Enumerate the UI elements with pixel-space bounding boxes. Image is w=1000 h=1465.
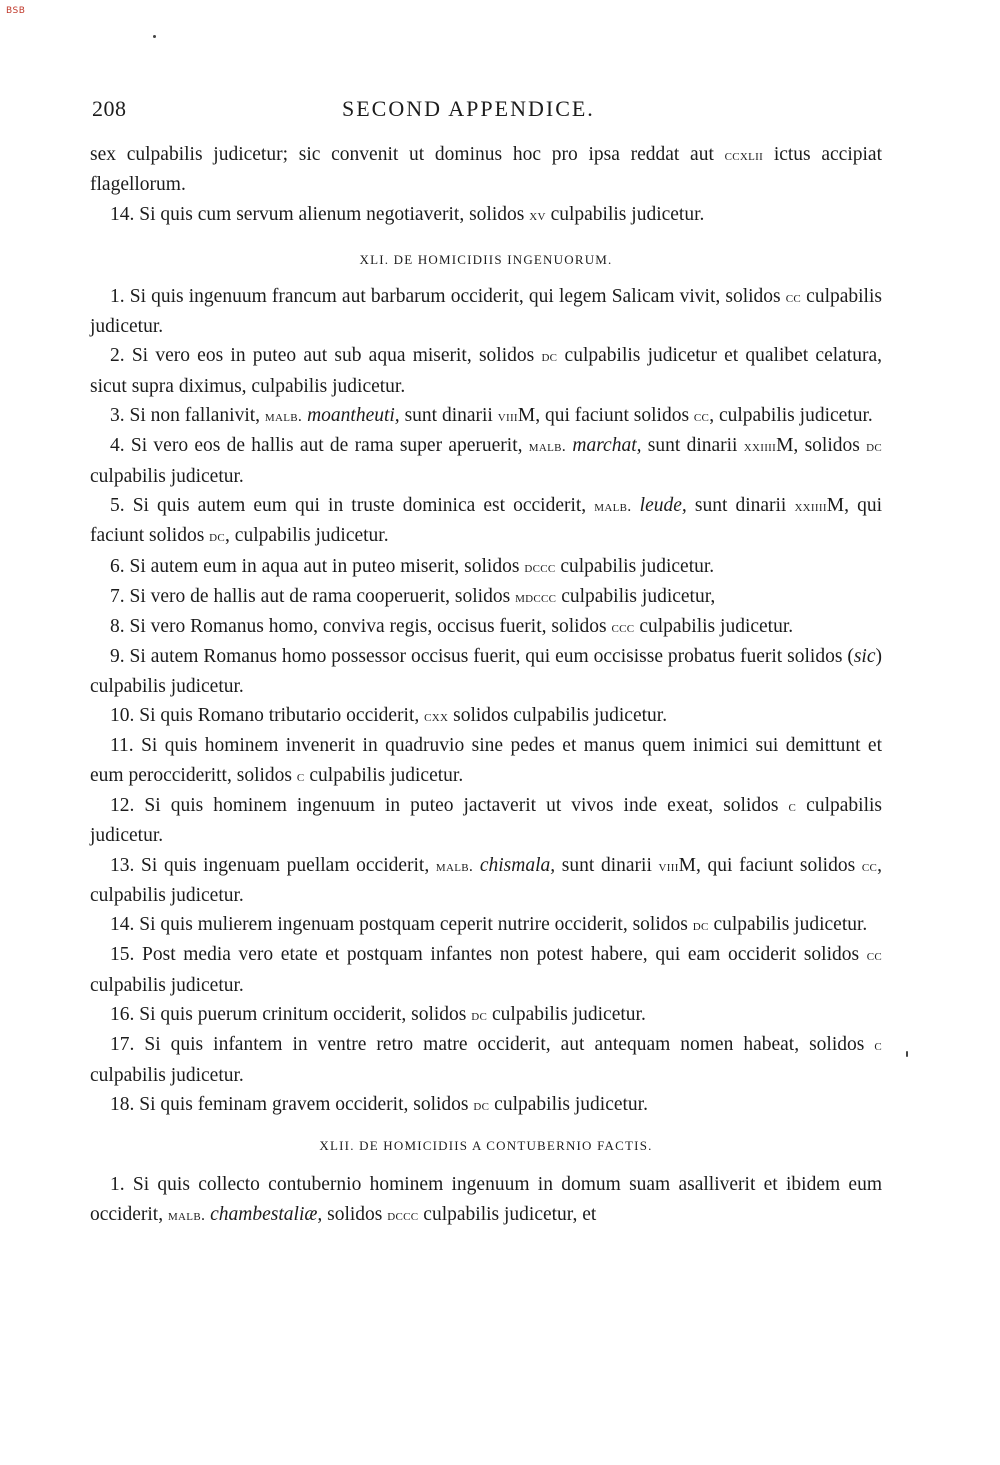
scan-speck [153,35,156,38]
library-stamp: BSB [6,6,26,16]
small-caps-text: xxiiii [794,497,827,515]
article-paragraph [90,642,882,701]
italic-term: leude, [639,494,687,516]
text-run: M, qui faciunt solidos [90,494,882,547]
text-run: 14. Si quis cum servum alienum negotiaverit, solidos [110,203,530,225]
page-header [92,96,882,130]
small-caps-text: cc [785,288,802,306]
italic-term: chismala, [479,854,556,876]
text-run: 2. Si vero eos in puteo aut sub aqua miserit, solidos [110,345,542,367]
article-paragraph [90,1170,882,1230]
text-run: 3. Si non fallanivit, [110,405,265,427]
article-paragraph [90,552,882,582]
small-caps-text: dc [209,528,226,546]
text-run: 16. Si quis puerum crinitum occiderit, solidos [110,1004,472,1026]
scan-speck [906,1051,908,1057]
section-title: XLII. DE HOMICIDIIS A CONTUBERNIO FACTIS. [319,1138,653,1154]
text-run: culpabilis judicetur. [545,203,705,225]
text-run: culpabilis judicetur. [634,616,794,638]
text-run [473,855,480,876]
small-caps-text: cc [693,408,710,426]
article-paragraph [90,701,882,731]
small-caps-text: viii [658,857,679,875]
small-caps-text: dc [541,348,558,366]
text-run: culpabilis judicetur. [555,555,715,577]
small-caps-text: dc [471,1007,488,1025]
text-run: M, qui faciunt solidos [517,405,694,427]
article-paragraph [90,1030,882,1090]
text-run: 17. Si quis infantem in ventre retro matre occiderit, aut antequam nomen habeat, solidos [110,1034,875,1056]
article-paragraph [90,200,882,230]
text-run: 14. Si quis mulierem ingenuam postquam ceperit nutrire occiderit, solidos [110,914,693,936]
article-paragraph [90,282,882,342]
continuation-paragraph [90,140,882,200]
small-caps-text: cxx [424,708,449,726]
text-run: culpabilis judicetur, [556,585,716,607]
text-run: sunt dinarii [686,494,795,516]
section-42-articles [90,1170,882,1230]
article-paragraph [90,1090,882,1120]
small-caps-text: malb. [435,857,474,875]
text-run: culpabilis judicetur. [90,974,244,996]
text-run: 9. Si autem Romanus homo possessor occisus fuerit, qui eum occisisse probatus fuerit solidos ( [110,646,854,668]
text-run: sunt dinarii [555,854,659,876]
text-run: 10. Si quis Romano tributario occiderit, [110,705,425,727]
text-run: 15. Post media vero etate et postquam infantes non potest habere, qui eam occiderit solidos [110,944,867,966]
text-run: culpabilis judicetur. [90,465,244,487]
small-caps-text: c [788,797,797,815]
text-run: , culpabilis judicetur. [709,405,873,427]
page-body [90,140,882,1230]
text-run: ictus accipiat flagellorum. [90,144,882,196]
article-paragraph [90,612,882,642]
text-run: 8. Si vero Romanus homo, conviva regis, occisus fuerit, solidos [110,616,612,638]
text-run: sunt dinarii [399,405,498,427]
article-paragraph [90,341,882,401]
article-paragraph [90,910,882,940]
article-paragraph [90,851,882,911]
text-run: culpabilis judicetur. [90,285,882,338]
text-run: 6. Si autem eum in aqua aut in puteo miserit, solidos [110,555,525,577]
text-run: culpabilis judicetur et qualibet celatura, sicut supra diximus, culpabilis judicetur. [90,345,882,397]
section-title: XLI. DE HOMICIDIIS INGENUORUM. [359,251,613,267]
italic-term: marchat, [572,435,642,457]
small-caps-text: cc [861,857,878,875]
text-run: 1. Si quis ingenuum francum aut barbarum occiderit, qui legem Salicam vivit, solidos [110,285,786,307]
text-run: sunt dinarii [641,435,744,457]
section-41-articles [90,282,882,1120]
text-run: 13. Si quis ingenuam puellam occiderit, [110,854,436,876]
text-run: M, solidos [776,435,867,457]
text-run: culpabilis judicetur. [487,1004,646,1026]
article-paragraph [90,401,882,431]
article-paragraph [90,940,882,1000]
text-run: culpabilis judicetur, et [418,1203,597,1225]
text-run: sex culpabilis judicetur; sic convenit ut dominus hoc pro ipsa reddat aut [90,144,725,165]
text-run: ) culpabilis judicetur. [90,646,882,697]
running-head: SECOND APPENDICE. [342,96,595,121]
text-run: solidos culpabilis judicetur. [448,705,668,727]
small-caps-text: ccc [611,619,635,637]
small-caps-text: malb. [167,1206,206,1224]
small-caps-text: viii [497,408,518,426]
page-number: 208 [92,96,127,121]
small-caps-text: malb. [264,408,303,426]
article-paragraph [90,491,882,552]
text-run: M, qui faciunt solidos [678,854,862,876]
small-caps-text: ccxlii [724,147,764,164]
text-run: 5. Si quis autem eum qui in truste dominica est occiderit, [110,494,595,516]
article-paragraph [90,731,882,791]
text-run: 12. Si quis hominem ingenuum in puteo jactaverit ut vivos inde exeat, solidos [110,794,789,816]
article-paragraph [90,1000,882,1030]
small-caps-text: mdccc [515,588,557,606]
text-run: 1. Si quis collecto contubernio hominem ingenuum in domum suam asalliverit et ibidem eum occiderit, [90,1174,882,1225]
small-caps-text: dc [866,438,883,456]
small-caps-text: malb. [528,438,567,456]
article-paragraph [90,791,882,851]
small-caps-text: malb. [594,497,632,515]
small-caps-text: dc [473,1096,490,1114]
italic-term: moantheuti, [307,405,400,427]
text-run: 7. Si vero de hallis aut de rama cooperuerit, solidos [110,585,516,607]
article-paragraph [90,582,882,612]
text-run: 11. Si quis hominem invenerit in quadruvio sine pedes et manus quem inimici sui demittunt et eum peroccideritt, solidos [90,735,882,786]
italic-term: sic [853,646,876,668]
small-caps-text: c [296,767,305,785]
text-run [632,495,640,516]
small-caps-text: cc [866,947,882,965]
small-caps-text: dccc [524,558,556,576]
small-caps-text: dccc [387,1206,419,1224]
text-run: 4. Si vero eos de hallis aut de rama super aperuerit, [110,435,529,457]
text-run: culpabilis judicetur. [708,914,868,936]
small-caps-text: xv [529,206,546,224]
small-caps-text: c [874,1037,882,1055]
text-run: 18. Si quis feminam gravem occiderit, solidos [110,1093,474,1115]
text-run: culpabilis judicetur. [90,1064,244,1086]
text-run: solidos [322,1203,388,1225]
text-run: , culpabilis judicetur. [90,854,882,906]
small-caps-text: dc [692,917,709,935]
text-run: culpabilis judicetur. [90,794,882,847]
italic-term: chambestaliæ, [210,1203,323,1225]
text-run: culpabilis judicetur. [304,764,464,786]
text-run: culpabilis judicetur. [489,1093,648,1115]
small-caps-text: xxiiii [743,438,777,456]
text-run: , culpabilis judicetur. [225,525,389,547]
article-paragraph [90,431,882,491]
